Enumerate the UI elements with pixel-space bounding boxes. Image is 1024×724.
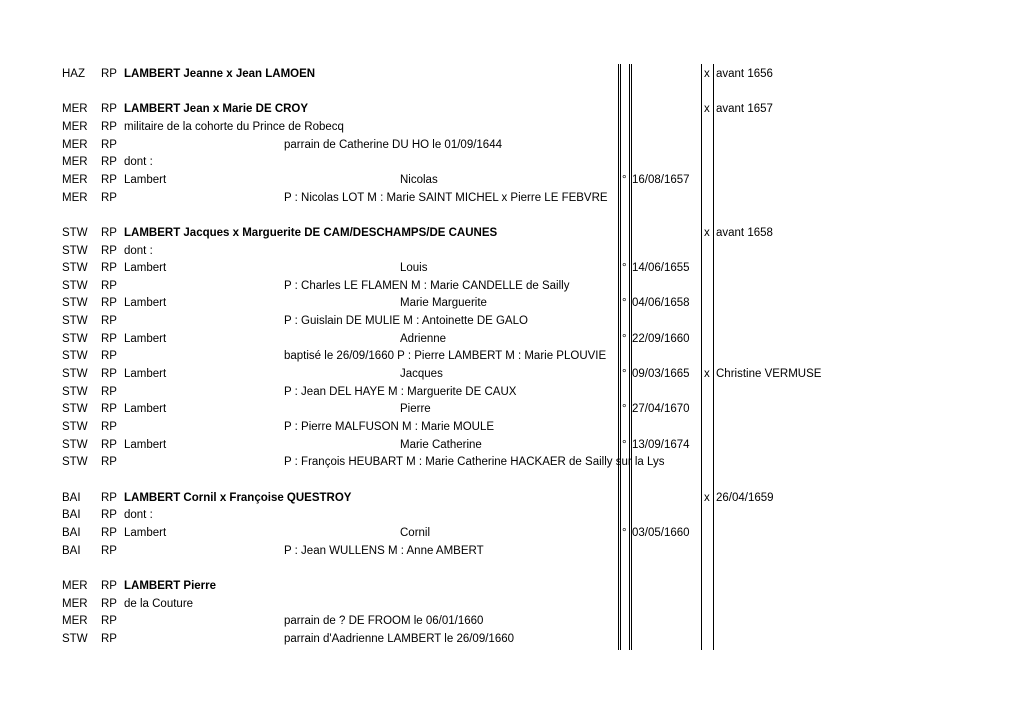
register-code: RP [101,279,117,292]
parish-code: STW [62,421,88,433]
person-text: Lambert [124,173,167,186]
register-code: RP [101,438,117,451]
table-row [0,278,1024,295]
table-row [0,366,1024,383]
birth-date: 13/09/1674 [632,438,690,451]
parish-code: MER [62,173,88,186]
parish-code: MER [62,103,88,116]
note-text: P : François HEUBART M : Marie Catherine HACKAER de Sailly sur la Lys [284,456,665,469]
parish-code: BAI [62,491,81,504]
note-text: parrain de Catherine DU HO le 01/09/1644 [284,138,502,151]
parish-code: STW [62,279,88,292]
parish-code: MER [62,120,88,133]
parish-code: STW [62,456,88,469]
note-text: parrain de ? DE FROOM le 06/01/1660 [284,615,484,628]
table-row [0,401,1024,418]
register-code: RP [101,385,117,398]
table-row [0,543,1024,560]
table-row [0,66,1024,83]
birth-mark: ° [622,438,627,451]
table-row [0,437,1024,454]
table-row [0,295,1024,312]
note-text: P : Nicolas LOT M : Marie SAINT MICHEL x Pierre LE FEBVRE [284,191,608,204]
person-text: militaire de la cohorte du Prince de Robecq [124,120,344,133]
parish-code: STW [62,385,88,398]
parish-code: STW [62,244,88,257]
table-row [0,313,1024,330]
table-row [0,101,1024,118]
person-text: dont : [124,156,153,169]
register-code: RP [101,297,117,310]
person-text: Lambert [124,403,167,416]
parish-code: MER [62,615,88,628]
person-text: de la Couture [124,597,194,610]
person-text: LAMBERT Jeanne x Jean LAMOEN [124,68,316,80]
register-code: RP [101,244,117,257]
table-row [0,119,1024,136]
parish-code: STW [62,438,88,451]
person-text: LAMBERT Cornil x Françoise QUESTROY [124,491,352,504]
birth-mark: ° [622,262,627,275]
register-code: RP [101,68,117,80]
marriage-mark: x [704,368,710,381]
parish-code: STW [62,297,88,310]
table-row [0,384,1024,401]
marriage-info: avant 1656 [716,68,773,80]
parish-code: STW [62,350,88,363]
person-text: LAMBERT Pierre [124,579,217,592]
note-text: P : Pierre MALFUSON M : Marie MOULE [284,421,495,433]
parish-code: STW [62,262,88,275]
marriage-mark: x [704,226,710,239]
register-code: RP [101,103,117,116]
person-text: dont : [124,244,153,257]
register-code: RP [101,456,117,469]
birth-date: 04/06/1658 [632,297,690,310]
person-text: Lambert [124,368,167,381]
marriage-info: 26/04/1659 [716,491,774,504]
parish-code: BAI [62,509,81,522]
note-text: parrain d'Aadrienne LAMBERT le 26/09/1660 [284,632,515,645]
register-code: RP [101,597,117,610]
given-name: Adrienne [400,332,447,345]
register-code: RP [101,615,117,628]
register-code: RP [101,262,117,275]
register-code: RP [101,509,117,522]
register-code: RP [101,491,117,504]
birth-date: 03/05/1660 [632,526,690,539]
table-row [0,613,1024,630]
table-row [0,419,1024,436]
table-row [0,331,1024,348]
note-text: P : Guislain DE MULIE M : Antoinette DE GALO [284,315,528,328]
table-row [0,631,1024,648]
register-code: RP [101,579,117,592]
person-text: Lambert [124,297,167,310]
table-row [0,243,1024,260]
birth-date: 27/04/1670 [632,403,690,416]
parish-code: STW [62,226,88,239]
table-row [0,596,1024,613]
birth-mark: ° [622,332,627,345]
register-code: RP [101,350,117,363]
register-code: RP [101,138,117,151]
register-code: RP [101,526,117,539]
given-name: Jacques [400,368,443,381]
person-text: Lambert [124,332,167,345]
birth-mark: ° [622,297,627,310]
birth-mark: ° [622,526,627,539]
table-row [0,578,1024,595]
marriage-info: Christine VERMUSE [716,368,822,381]
parish-code: HAZ [62,68,85,80]
register-code: RP [101,403,117,416]
note-text: P : Charles LE FLAMEN M : Marie CANDELLE de Sailly [284,279,570,292]
table-row [0,260,1024,277]
register-code: RP [101,368,117,381]
register-code: RP [101,632,117,645]
note-text: P : Jean WULLENS M : Anne AMBERT [284,544,484,557]
parish-code: MER [62,597,88,610]
person-text: Lambert [124,438,167,451]
table-row [0,525,1024,542]
register-code: RP [101,544,117,557]
marriage-info: avant 1657 [716,103,773,116]
birth-mark: ° [622,173,627,186]
register-code: RP [101,421,117,433]
parish-code: STW [62,332,88,345]
parish-code: MER [62,156,88,169]
parish-code: STW [62,315,88,328]
register-code: RP [101,156,117,169]
given-name: Pierre [400,403,431,416]
person-text: LAMBERT Jacques x Marguerite DE CAM/DESCHAMPS/DE CAUNES [124,226,498,239]
person-text: dont : [124,509,153,522]
given-name: Marie Marguerite [400,297,487,310]
birth-mark: ° [622,368,627,381]
given-name: Cornil [400,526,431,539]
table-row [0,225,1024,242]
table-row [0,190,1024,207]
parish-code: BAI [62,526,81,539]
given-name: Marie Catherine [400,438,482,451]
table-row [0,154,1024,171]
given-name: Nicolas [400,173,438,186]
table-row [0,454,1024,471]
marriage-mark: x [704,491,710,504]
person-text: Lambert [124,526,167,539]
register-code: RP [101,173,117,186]
parish-code: STW [62,368,88,381]
parish-code: MER [62,579,88,592]
parish-code: MER [62,138,88,151]
table-row [0,137,1024,154]
table-row [0,507,1024,524]
parish-code: MER [62,191,88,204]
register-code: RP [101,120,117,133]
register-code: RP [101,191,117,204]
register-code: RP [101,226,117,239]
birth-date: 14/06/1655 [632,262,690,275]
birth-date: 09/03/1665 [632,368,690,381]
birth-date: 16/08/1657 [632,173,690,186]
register-code: RP [101,332,117,345]
table-row [0,490,1024,507]
note-text: baptisé le 26/09/1660 P : Pierre LAMBERT M : Marie PLOUVIE [284,350,607,363]
person-text: LAMBERT Jean x Marie DE CROY [124,103,309,116]
marriage-mark: x [704,103,710,116]
parish-code: STW [62,632,88,645]
table-row [0,172,1024,189]
person-text: Lambert [124,262,167,275]
marriage-mark: x [704,68,710,80]
note-text: P : Jean DEL HAYE M : Marguerite DE CAUX [284,385,517,398]
register-code: RP [101,315,117,328]
table-row [0,348,1024,365]
given-name: Louis [400,262,428,275]
birth-date: 22/09/1660 [632,332,690,345]
marriage-info: avant 1658 [716,226,773,239]
parish-code: STW [62,403,88,416]
parish-code: BAI [62,544,81,557]
birth-mark: ° [622,403,627,416]
